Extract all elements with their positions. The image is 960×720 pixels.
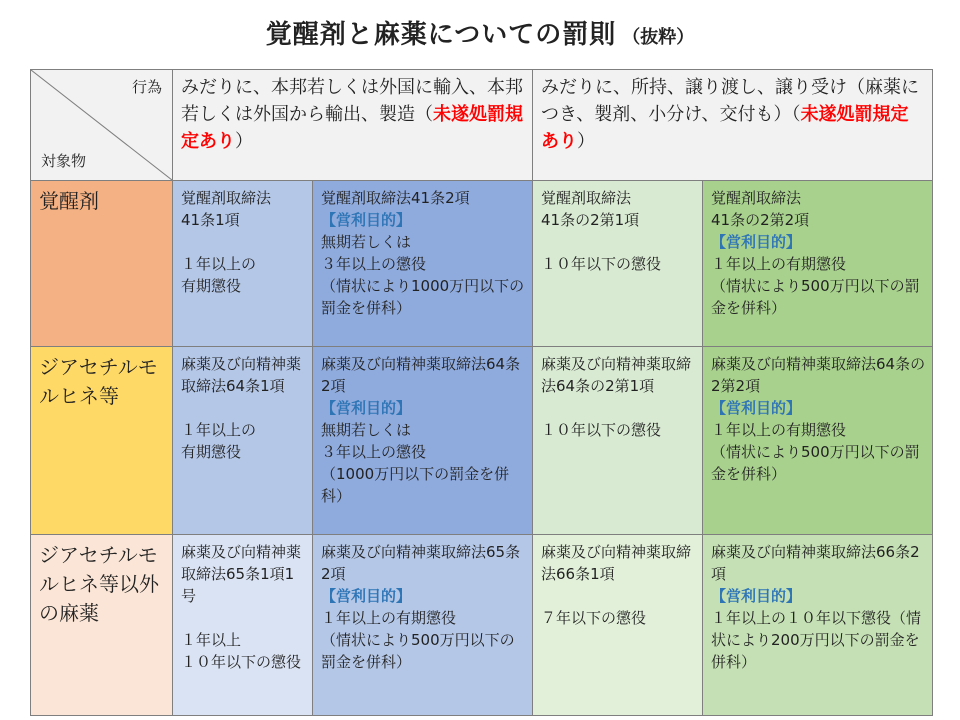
corner-act-label: 行為 xyxy=(131,78,162,96)
penalty-table xyxy=(30,69,933,716)
cell-import-basic: 麻薬及び向精神薬取締法64条1項 １年以上の 有期懲役 xyxy=(173,347,313,535)
profit-label: 【営利目的】 xyxy=(321,399,412,417)
profit-label: 【営利目的】 xyxy=(711,587,802,605)
header-possess xyxy=(533,70,933,181)
profit-label: 【営利目的】 xyxy=(711,233,802,251)
cell-penalty: １年以上の有期懲役 （情状により500万円以下の罰金を併科） xyxy=(711,421,920,483)
substance-name: ジアセチルモルヒネ等 xyxy=(31,347,173,535)
profit-label: 【営利目的】 xyxy=(321,587,412,605)
header-possess-text: みだりに、所持、譲り渡し、譲り受け（麻薬につき、製剤、小分け、交付も）（ xyxy=(541,77,919,125)
page-title: 覚醒剤と麻薬についての罰則 xyxy=(265,20,617,50)
cell-possess-basic: 麻薬及び向精神薬取締法66条1項 ７年以下の懲役 xyxy=(533,535,703,716)
page-title-block xyxy=(0,14,960,51)
cell-possess-basic: 麻薬及び向精神薬取締法64条の2第1項 １０年以下の懲役 xyxy=(533,347,703,535)
cell-penalty: 無期若しくは ３年以上の懲役 （1000万円以下の罰金を併科） xyxy=(321,421,510,505)
cell-possess-basic: 覚醒剤取締法 41条の2第1項 １０年以下の懲役 xyxy=(533,181,703,347)
profit-label: 【営利目的】 xyxy=(321,211,412,229)
cell-law: 麻薬及び向精神薬取締法66条2項 xyxy=(711,543,920,583)
cell-law: 覚醒剤取締法 41条の2第2項 xyxy=(711,189,810,229)
profit-label: 【営利目的】 xyxy=(711,399,802,417)
header-import xyxy=(173,70,533,181)
header-import-text: みだりに、本邦若しくは外国に輸入、本邦若しくは外国から輸出、製造（ xyxy=(181,77,523,125)
cell-penalty: 無期若しくは ３年以上の懲役 （情状により1000万円以下の罰金を併科） xyxy=(321,233,525,317)
corner-object-label: 対象物 xyxy=(41,152,87,170)
cell-law: 麻薬及び向精神薬取締法64条の2第2項 xyxy=(711,355,926,395)
header-possess-attempt: 未遂処罰規定あり xyxy=(541,104,909,152)
table-row xyxy=(31,535,933,716)
cell-penalty: １年以上の１０年以下懲役（情状により200万円以下の罰金を併科） xyxy=(711,609,922,671)
cell-penalty: １年以上の有期懲役 （情状により500万円以下の罰金を併科） xyxy=(711,255,920,317)
cell-possess-profit xyxy=(703,181,933,347)
cell-import-profit xyxy=(313,535,533,716)
cell-law: 麻薬及び向精神薬取締法65条2項 xyxy=(321,543,521,583)
cell-import-basic: 麻薬及び向精神薬取締法65条1項1号 １年以上 １０年以下の懲役 xyxy=(173,535,313,716)
cell-law: 覚醒剤取締法41条2項 xyxy=(321,189,470,207)
cell-penalty: １年以上の有期懲役 （情状により500万円以下の罰金を併科） xyxy=(321,609,515,671)
header-possess-end: ） xyxy=(577,131,595,152)
table-row xyxy=(31,181,933,347)
cell-import-basic: 覚醒剤取締法 41条1項 １年以上の 有期懲役 xyxy=(173,181,313,347)
cell-law: 麻薬及び向精神薬取締法64条2項 xyxy=(321,355,521,395)
header-import-end: ） xyxy=(235,131,253,152)
page-subtitle: （抜粋） xyxy=(622,27,695,48)
table-row xyxy=(31,347,933,535)
cell-possess-profit xyxy=(703,347,933,535)
header-row xyxy=(31,70,933,181)
corner-cell xyxy=(31,70,173,181)
header-import-attempt: 未遂処罰規定あり xyxy=(181,104,523,152)
cell-import-profit xyxy=(313,181,533,347)
cell-possess-profit xyxy=(703,535,933,716)
cell-import-profit xyxy=(313,347,533,535)
substance-name: ジアセチルモルヒネ等以外の麻薬 xyxy=(31,535,173,716)
substance-name: 覚醒剤 xyxy=(31,181,173,347)
